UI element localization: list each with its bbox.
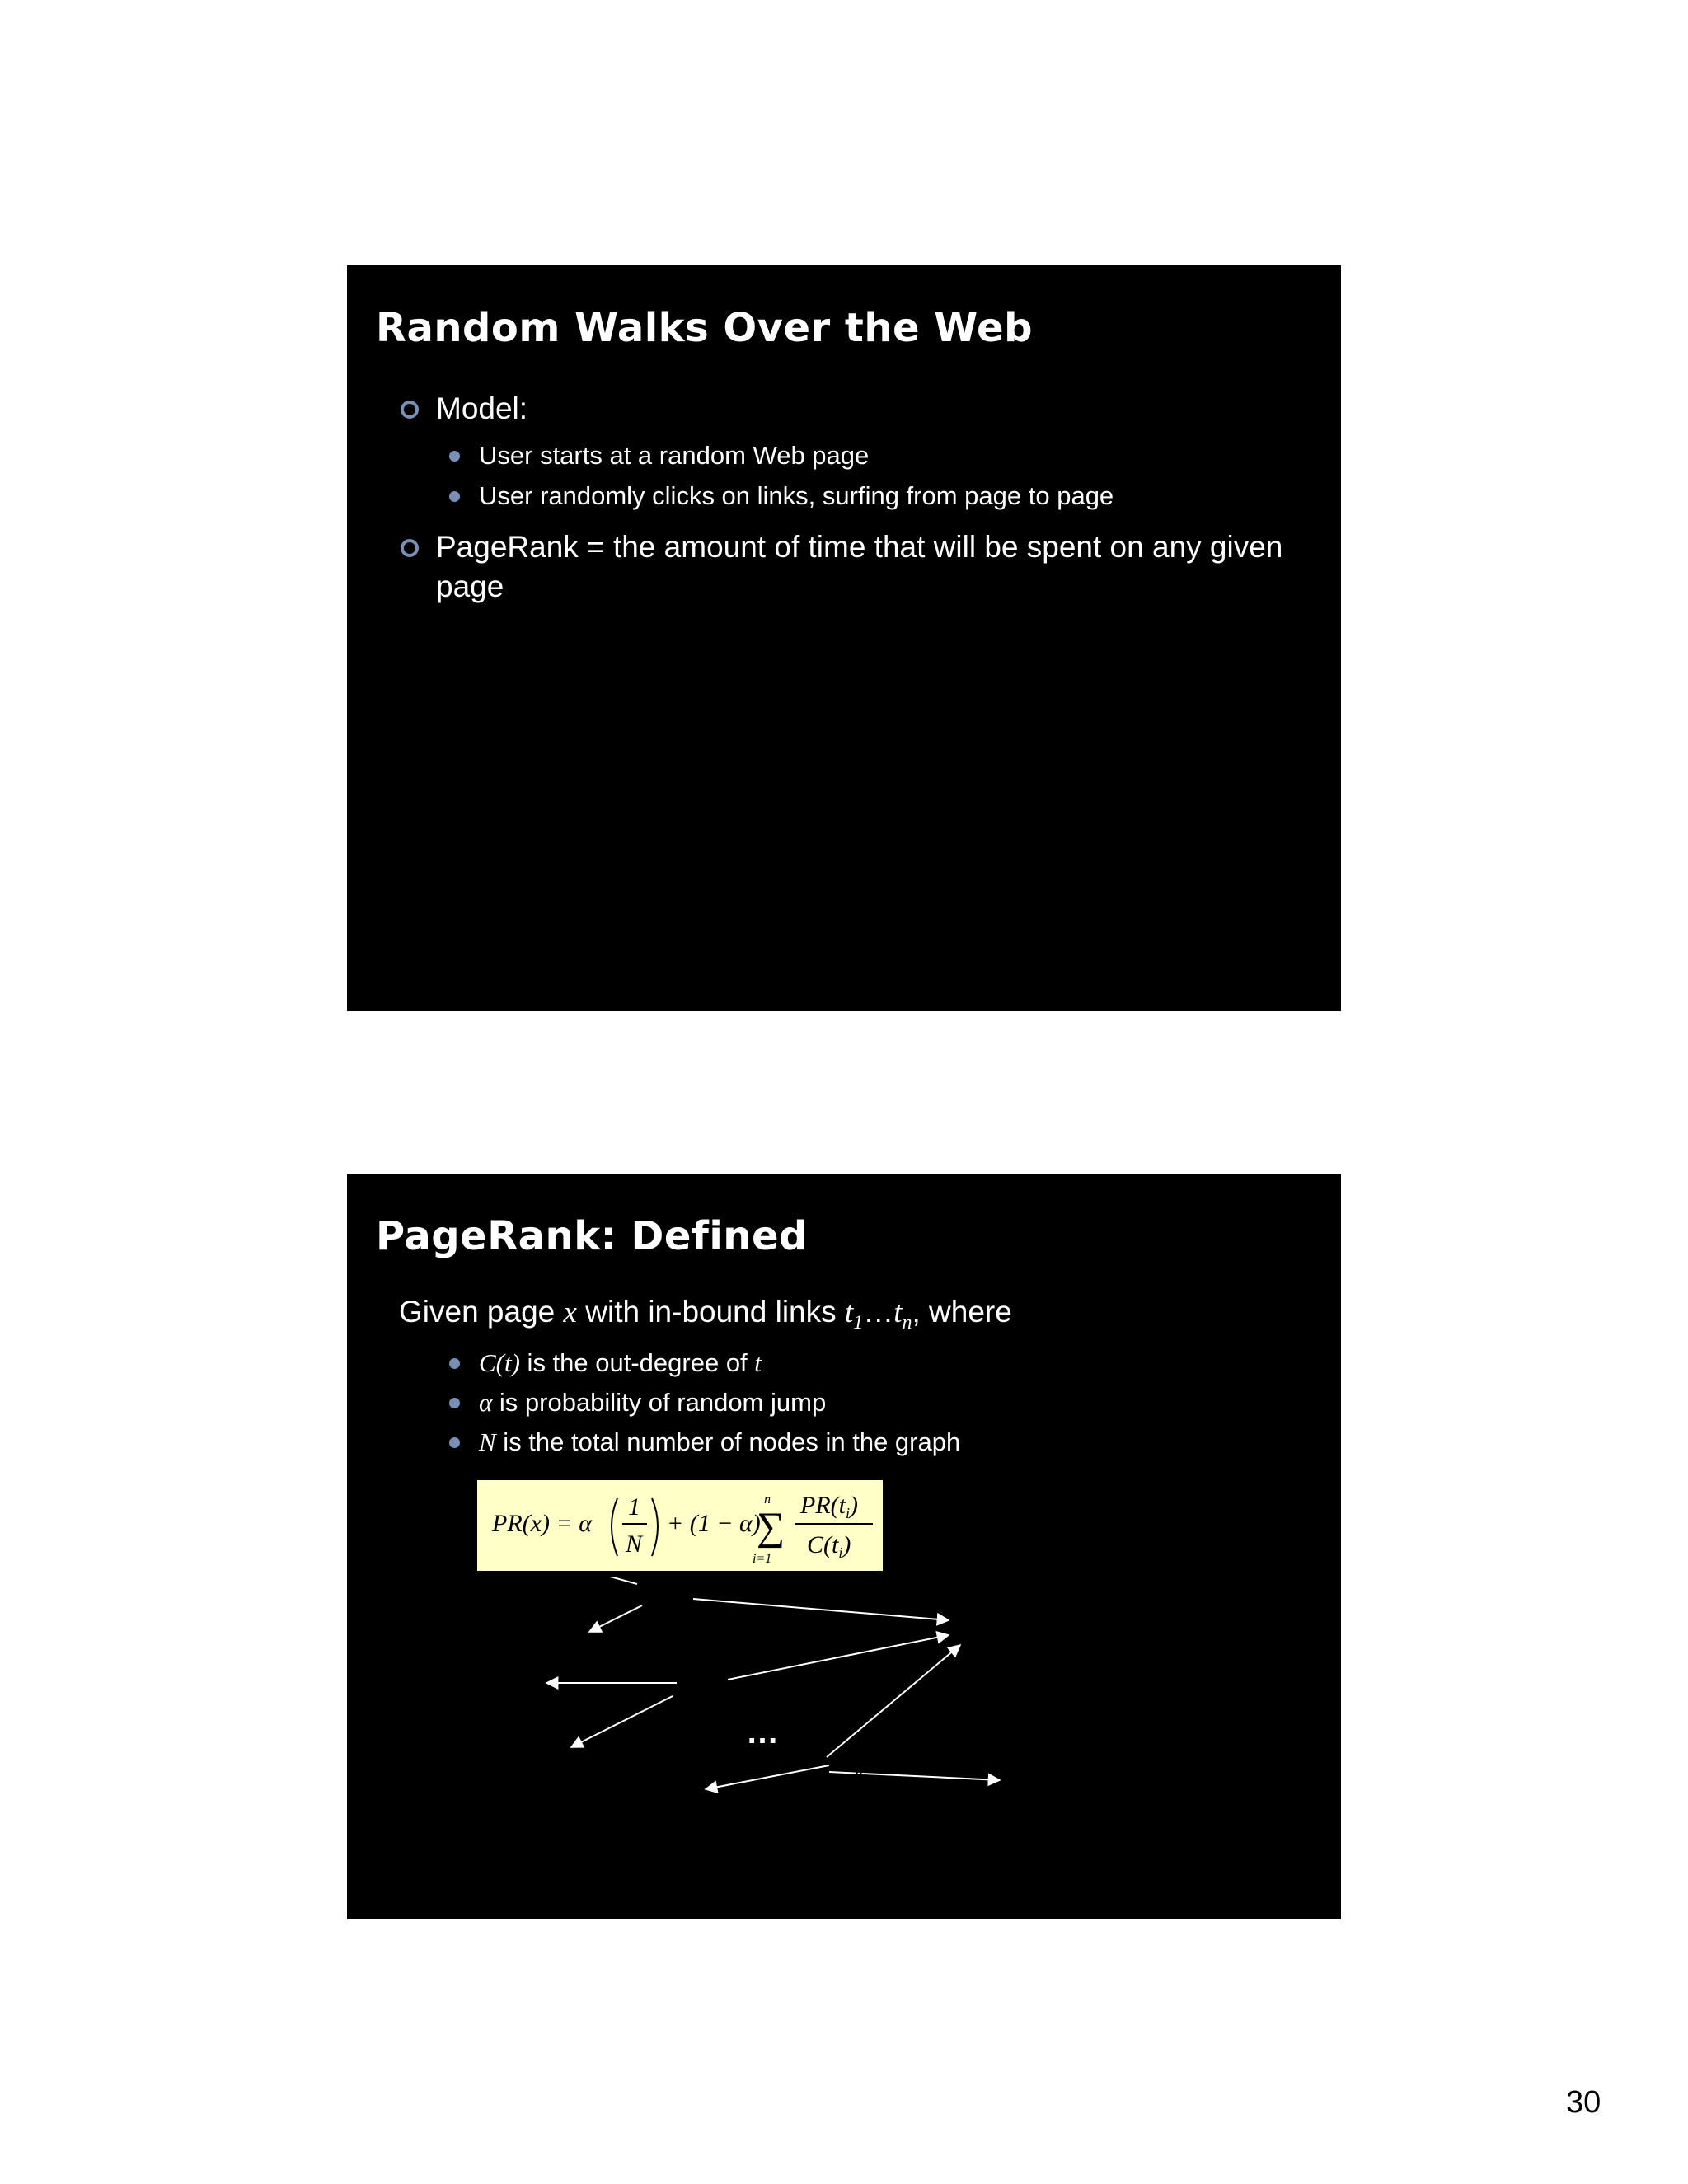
dot-bullet-icon <box>449 491 460 502</box>
var-x: x <box>563 1296 577 1329</box>
formula-lhs: PR(x) = α <box>492 1510 592 1537</box>
graph-ellipsis: … <box>746 1714 779 1750</box>
sub-bullet-text: is the out-degree of <box>519 1348 755 1377</box>
subscript: 1 <box>853 1312 864 1334</box>
pagerank-formula <box>477 1480 883 1571</box>
dot-bullet-icon <box>449 1437 460 1448</box>
edge <box>571 1577 637 1584</box>
sub-bullet-text: is the total number of nodes in the graph <box>495 1427 961 1456</box>
edge <box>589 1605 642 1632</box>
formula-middle: + (1 − α) <box>667 1510 761 1537</box>
edge <box>571 1696 673 1747</box>
page-number: 30 <box>1566 2085 1601 2120</box>
sub-bullet-text: User randomly clicks on links, surfing from page to page <box>479 481 1114 510</box>
link-graph <box>347 1577 1341 1919</box>
sum-bottom: i=1 <box>753 1552 772 1566</box>
label-t1: $t_1$ <box>658 1584 671 1607</box>
frac2-den: $C(t_i)$ <box>807 1531 851 1561</box>
graph-edges <box>546 1577 1000 1789</box>
bullet-text: PageRank = the amount of time that will be spent on any given page <box>436 530 1283 603</box>
dot-bullet-icon <box>449 1398 460 1408</box>
intro-ellipsis: … <box>863 1295 894 1329</box>
label-tn: $t_n$ <box>850 1753 863 1776</box>
var-t: t <box>754 1348 762 1377</box>
ring-bullet-icon <box>401 539 419 557</box>
intro-line <box>399 1292 1012 1343</box>
dot-bullet-icon <box>449 451 460 462</box>
svg-text:∑: ∑ <box>757 1505 785 1549</box>
label-x: x <box>975 1616 987 1638</box>
bullet-text: Model: <box>436 391 528 425</box>
intro-text: Given page <box>399 1295 564 1329</box>
var-tn: t <box>893 1296 903 1329</box>
slide-pagerank-defined <box>347 1174 1341 1919</box>
label-t2: $t_2$ <box>692 1673 706 1696</box>
edge <box>693 1599 949 1620</box>
sub-bullet-text: User starts at a random Web page <box>479 441 870 470</box>
frac1-num: 1 <box>628 1493 640 1521</box>
frac1-den: N <box>626 1530 643 1558</box>
var-t1: t <box>844 1296 854 1329</box>
edge <box>728 1635 949 1680</box>
slide-title: Random Walks Over the Web <box>376 305 1033 351</box>
ring-bullet-icon <box>401 401 419 419</box>
edge <box>827 1645 960 1757</box>
sum-top: n <box>764 1493 771 1507</box>
var-alpha: α <box>479 1388 493 1417</box>
var-ct: C(t) <box>479 1348 520 1377</box>
var-n: N <box>479 1427 496 1456</box>
subscript: n <box>902 1312 912 1334</box>
slide-random-walks <box>347 265 1341 1011</box>
frac2-num: $PR(t_i)$ <box>800 1492 858 1521</box>
formula-svg <box>477 1480 883 1571</box>
sub-bullet-text: is probability of random jump <box>492 1388 827 1417</box>
intro-text: with in-bound links <box>576 1295 845 1329</box>
slide-title: PageRank: Defined <box>376 1213 808 1259</box>
intro-text: , where <box>912 1295 1012 1329</box>
dot-bullet-icon <box>449 1358 460 1369</box>
edge <box>706 1765 829 1789</box>
